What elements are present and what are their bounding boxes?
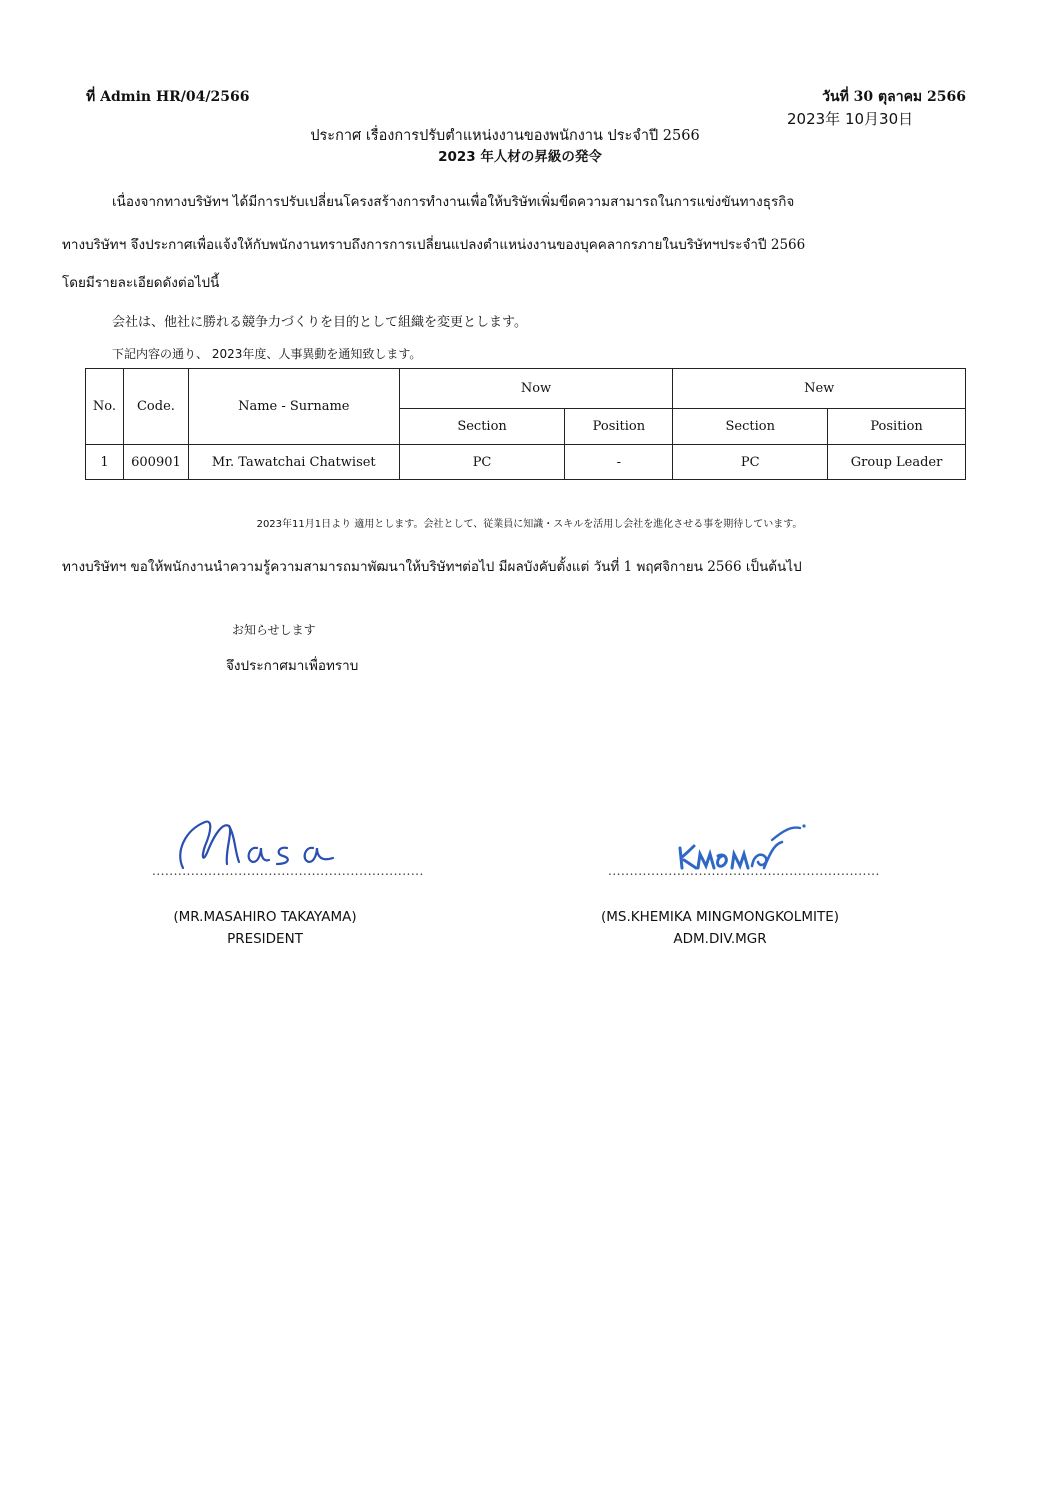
cell-code: 600901 xyxy=(123,445,188,480)
signature-line-adm-manager: ............................................................... xyxy=(608,864,880,878)
cell-now-position: - xyxy=(565,445,673,480)
header-now-section: Section xyxy=(399,409,565,445)
notice-japanese: お知らせします xyxy=(232,623,316,637)
date-thai: วันที่ 30 ตุลาคม 2566 xyxy=(822,89,966,105)
body-japanese-1: 会社は、他社に勝れる競争力づくりを目的として組織を変更とします。 xyxy=(112,315,527,330)
header-now-position: Position xyxy=(565,409,673,445)
closing-thai: ทางบริษัทฯ ขอให้พนักงานนำความรู้ความสามารถมาพัฒนาให้บริษัทฯต่อไป มีผลบังคับตั้งแต่ วันที่ 1 พฤศจิกายน 2566 เป็นต้นไป xyxy=(62,559,802,575)
header-code: Code. xyxy=(123,369,188,445)
table-row xyxy=(86,445,966,480)
signer-president xyxy=(130,906,400,950)
promotion-table xyxy=(85,368,966,480)
body-paragraph-3: โดยมีรายละเอียดดังต่อไปนี้ xyxy=(62,275,220,291)
cell-name: Mr. Tawatchai Chatwiset xyxy=(188,445,399,480)
header-no: No. xyxy=(86,369,124,445)
title-japanese: 2023 年人材の昇級の発令 xyxy=(438,149,602,165)
signer-name: (MS.KHEMIKA MINGMONGKOLMITE) xyxy=(600,909,840,925)
effective-date-japanese: 2023年11月1日より 適用とします。会社として、従業員に知識・スキルを活用し会社を進化させる事を期待しています。 xyxy=(256,519,803,530)
body-paragraph-1: เนื่องจากทางบริษัทฯ ได้มีการปรับเปลี่ยนโครงสร้างการทำงานเพื่อให้บริษัทเพิ่มขีดความสามารถในการแข่งขันทางธุรกิจ xyxy=(112,194,795,210)
body-paragraph-2: ทางบริษัทฯ จึงประกาศเพื่อแจ้งให้กับพนักงานทราบถึงการการเปลี่ยนแปลงตำแหน่งงานของบุคคลากรภายในบริษัทฯประจำปี 2566 xyxy=(62,237,806,253)
signer-name: (MR.MASAHIRO TAKAYAMA) xyxy=(173,909,357,925)
cell-new-section: PC xyxy=(673,445,828,480)
header-now: Now xyxy=(399,369,673,409)
signature-line-president: ............................................................... xyxy=(152,864,424,878)
title-thai: ประกาศ เรื่องการปรับตำแหน่งงานของพนักงาน ประจำปี 2566 xyxy=(310,128,700,144)
notice-thai: จึงประกาศมาเพื่อทราบ xyxy=(226,658,359,674)
reference-number: ที่ Admin HR/04/2566 xyxy=(86,89,250,105)
signer-title: ADM.DIV.MGR xyxy=(673,931,767,947)
body-japanese-2: 下記内容の通り、 2023年度、人事異動を通知致します。 xyxy=(112,347,422,361)
cell-no: 1 xyxy=(86,445,124,480)
header-new-section: Section xyxy=(673,409,828,445)
date-japanese: 2023年 10月30日 xyxy=(787,110,914,128)
cell-now-section: PC xyxy=(399,445,565,480)
signer-adm-manager xyxy=(560,906,880,950)
header-new: New xyxy=(673,369,966,409)
header-new-position: Position xyxy=(828,409,966,445)
cell-new-position: Group Leader xyxy=(828,445,966,480)
header-name: Name - Surname xyxy=(188,369,399,445)
signer-title: PRESIDENT xyxy=(227,931,303,947)
